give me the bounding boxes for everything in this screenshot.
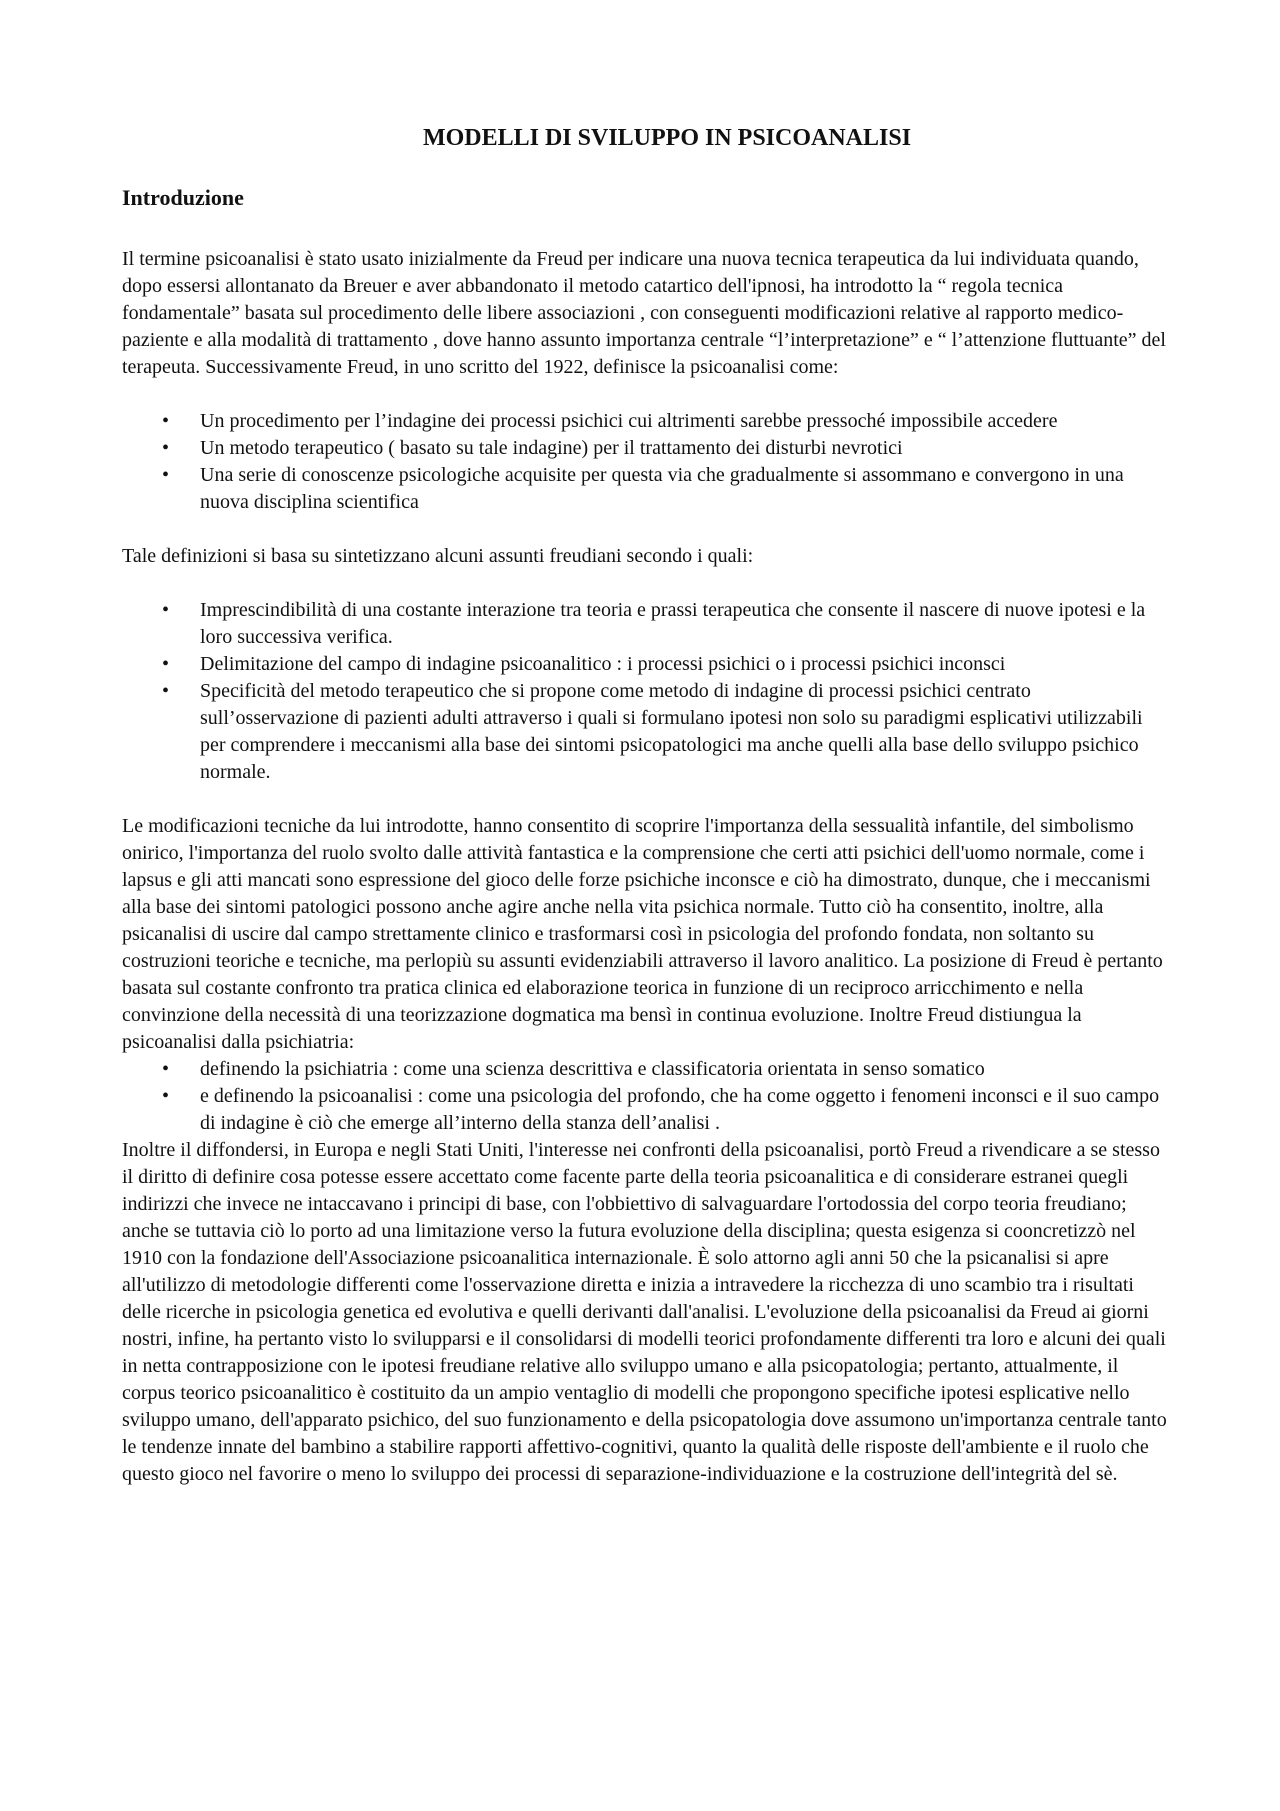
document-title: MODELLI DI SVILUPPO IN PSICOANALISI [422,125,912,151]
definition-list [122,408,1172,516]
list-item [162,678,1172,786]
list-item [162,1056,1172,1083]
bullet-icon: • [162,599,170,621]
bullet-icon: • [162,464,170,486]
section-heading-introduzione: Introduzione [122,185,244,210]
list-item-text: e definendo la psicoanalisi : come una psicologia del profondo, che ha come oggetto i fenomeni inconsci e il suo campo di indagine è ciò che emerge all’interno della stanza dell’analisi . [200,1085,1160,1134]
bullet-icon: • [162,680,170,702]
list-item [162,462,1172,516]
list-item [162,597,1172,651]
list-item-text: Un metodo terapeutico ( basato su tale indagine) per il trattamento dei disturbi nevrotici [200,437,903,459]
list-item-text: Una serie di conoscenze psicologiche acquisite per questa via che gradualmente si assommano e convergono in una nuova disciplina scientifica [200,464,1124,513]
list-item [162,435,1172,462]
bullet-icon: • [162,437,170,459]
distinction-list [122,1056,1172,1137]
bullet-icon: • [162,1058,170,1080]
bullet-icon: • [162,410,170,432]
bullet-icon: • [162,1085,170,1107]
assumptions-list [122,597,1172,786]
list-item-text: Imprescindibilità di una costante interazione tra teoria e prassi terapeutica che consente il nascere di nuove ipotesi e la loro successiva verifica. [200,599,1146,648]
closing-paragraph: Inoltre il diffondersi, in Europa e negli Stati Uniti, l'interesse nei confronti della psicoanalisi, portò Freud a rivendicare a se stesso il diritto di definire cosa potesse essere accettato come facente parte della teoria psicoanalitica e di considerare estranei quegli indirizzi che invece ne intaccavano i principi di base, con l'obbiettivo di salvaguardare l'ortodossia del corpo teoria freudiano; anche se tuttavia ciò lo porto ad una limitazione verso la futura evoluzione della disciplina; questa esigenza si cooncretizzò nel 1910 con la fondazione dell'Associazione psicoanalitica internazionale. È solo attorno agli anni 50 che la psicanalisi si apre all'utilizzo di metodologie differenti come l'osservazione diretta e inizia a intravedere la ricchezza di uno scambio tra i risultati delle ricerche in psicologia genetica ed evolutiva e quelli derivanti dall'analisi. L'evoluzione della psicoanalisi da Freud ai giorni nostri, infine, ha pertanto visto lo svilupparsi e il consolidarsi di modelli teorici profondamente differenti tra loro e alcuni dei quali in netta contrapposizione con le ipotesi freudiane relative allo sviluppo umano e alla psicopatologia; pertanto, attualmente, il corpus teorico psicoanalitico è costituito da un ampio ventaglio di modelli che propongono specifiche ipotesi esplicative nello sviluppo umano, dell'apparato psichico, del suo funzionamento e della psicopatologia dove assumono un'importanza centrale tanto le tendenze innate del bambino a stabilire rapporti affettivo-cognitivi, quanto la qualità delle risposte dell'ambiente e il ruolo che questo gioco nel favorire o meno lo sviluppo dei processi di separazione-individuazione e la costruzione dell'integrità del sè. [122,1139,1167,1485]
list-item-text: Specificità del metodo terapeutico che si propone come metodo di indagine di processi psichici centrato sull’osservazione di pazienti adulti attraverso i quali si formulano ipotesi non solo su paradigmi esplicativi utilizzabili per comprendere i meccanismi alla base dei sintomi psicopatologici ma anche quelli alla base dello sviluppo psichico normale. [200,680,1143,783]
list-item [162,408,1172,435]
bullet-icon: • [162,653,170,675]
list-item-text: Un procedimento per l’indagine dei processi psichici cui altrimenti sarebbe pressoché impossibile accedere [200,410,1058,432]
list-item-text: definendo la psichiatria : come una scienza descrittiva e classificatoria orientata in senso somatico [200,1058,985,1080]
document-page [122,118,1172,1488]
assumptions-intro: Tale definizioni si basa su sintetizzano alcuni assunti freudiani secondo i quali: [122,545,754,567]
list-item-text: Delimitazione del campo di indagine psicoanalitico : i processi psichici o i processi psichici inconsci [200,653,1006,675]
techniques-paragraph: Le modificazioni tecniche da lui introdotte, hanno consentito di scoprire l'importanza della sessualità infantile, del simbolismo onirico, l'importanza del ruolo svolto dalle attività fantastica e la comprensione che certi atti psichici dell'uomo normale, come i lapsus e gli atti mancati sono espressione del gioco delle forze psichiche inconsce e ciò ha dimostrato, dunque, che i meccanismi alla base dei sintomi patologici possono anche agire anche nella vita psichica normale. Tutto ciò ha consentito, inoltre, alla psicanalisi di uscire dal campo strettamente clinico e trasformarsi così in psicologia del profondo fondata, non soltanto su costruzioni teoriche e tecniche, ma perlopiù su assunti evidenziabili attraverso il lavoro analitico. La posizione di Freud è pertanto basata sul costante confronto tra pratica clinica ed elaborazione teorica in funzione di un reciproco arricchimento e nella convinzione della necessità di una teorizzazione dogmatica ma bensì in continua evoluzione. Inoltre Freud distiungua la psicoanalisi dalla psichiatria: [122,815,1163,1053]
list-item [162,1083,1172,1137]
intro-paragraph: Il termine psicoanalisi è stato usato inizialmente da Freud per indicare una nuova tecnica terapeutica da lui individuata quando, dopo essersi allontanato da Breuer e aver abbandonato il metodo catartico dell'ipnosi, ha introdotto la “ regola tecnica fondamentale” basata sul procedimento delle libere associazioni , con conseguenti modificazioni relative al rapporto medico-paziente e alla modalità di trattamento , dove hanno assunto importanza centrale “l’interpretazione” e “ l’attenzione fluttuante” del terapeuta. Successivamente Freud, in uno scritto del 1922, definisce la psicoanalisi come: [122,248,1166,378]
list-item [162,651,1172,678]
